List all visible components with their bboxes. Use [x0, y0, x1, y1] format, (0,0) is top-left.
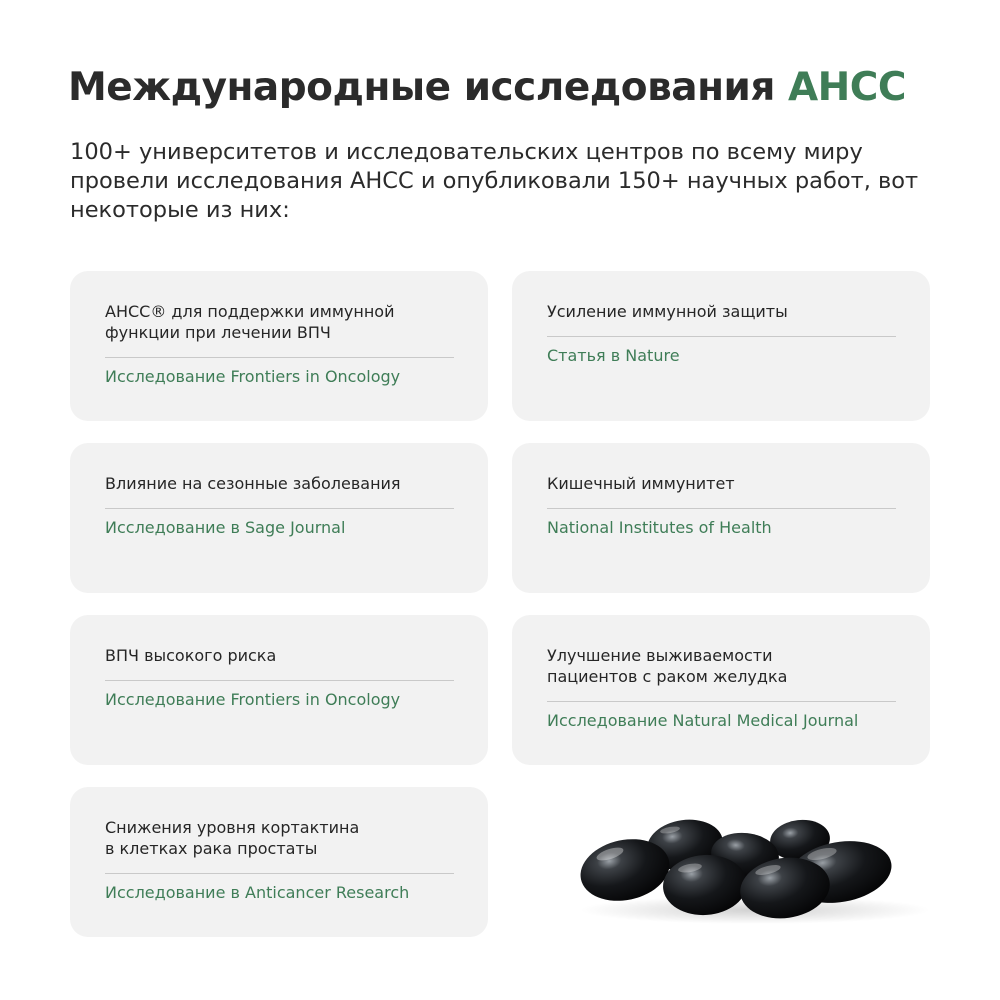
study-card-immune-defense: [512, 271, 930, 421]
study-card-link[interactable]: Исследование Frontiers in Oncology: [105, 690, 401, 709]
study-card-high-risk-hpv: [70, 615, 488, 765]
intro-text: 100+ университетов и исследовательских центров по всему миру провели исследования АНСС и опубликовали 150+ научных работ, вот некоторые из них:: [70, 139, 919, 223]
study-card-gastric-cancer: [512, 615, 930, 765]
study-card-title: Влияние на сезонные заболевания: [105, 473, 454, 509]
study-card-title: Усиление иммунной защиты: [547, 301, 896, 337]
study-card-link[interactable]: Статья в Nature: [547, 346, 680, 365]
study-card-title: Снижения уровня кортактина в клетках рака простаты: [105, 817, 454, 874]
study-card-link[interactable]: Исследование Frontiers in Oncology: [105, 367, 401, 386]
study-card-link[interactable]: National Institutes of Health: [547, 518, 772, 537]
study-card-title: ВПЧ высокого риска: [105, 645, 454, 681]
study-card-gut-immunity: [512, 443, 930, 593]
page-title: [68, 60, 968, 116]
study-card-title: Кишечный иммунитет: [547, 473, 896, 509]
study-card-prostate-cancer: [70, 787, 488, 937]
page-title-accent: АНСС: [787, 65, 907, 110]
page-title-main: Международные исследования: [68, 65, 788, 110]
study-card-title: АНСС® для поддержки иммунной функции при лечении ВПЧ: [105, 301, 454, 358]
study-card-link[interactable]: Исследование в Anticancer Research: [105, 883, 410, 902]
study-card-title: Улучшение выживаемости пациентов с раком желудка: [547, 645, 896, 702]
study-card-link[interactable]: Исследование Natural Medical Journal: [547, 711, 859, 730]
capsules-icon: [570, 810, 930, 925]
study-card-hpv-immune: [70, 271, 488, 421]
study-card-link[interactable]: Исследование в Sage Journal: [105, 518, 346, 537]
study-card-seasonal: [70, 443, 488, 593]
